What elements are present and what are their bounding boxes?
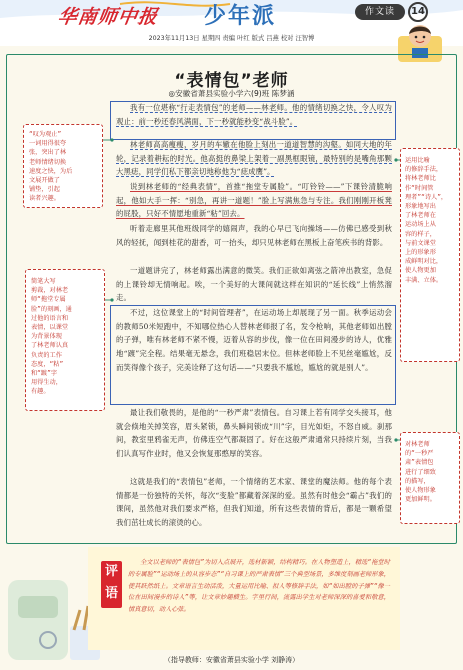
article-byline: ◎安徽省萧县实验小学六(9)班 陈梦涵 — [168, 89, 295, 98]
paper-name: 华南师中报 — [56, 6, 160, 28]
paragraph-1: 我有一位堪称“行走表情包”的老师——林老师。他的情绪切换之快，令人叹为观止：前一秒还春风满面，下一秒就能秒变“战斗脸”。 — [116, 103, 392, 126]
teacher-comment-text: 全文以老师的“表情包”为切入点展开，选材新颖，结构精巧。在人物塑造上，精选“拖堂时的专属脸”“运动场上的从容步态”“自习课上的严肃表情”三个典型场景，多维度刻画老师形象，使其跃然纸上。文章语言生动活泼，大量运用比喻、拟人等修辞手法，如“如出膛的子弹”“像一位在田间漫步的诗人”等，让文章妙趣横生。字里行间，流露出学生对老师深深的喜爱和敬意，情真意切，动人心弦。 — [128, 559, 390, 614]
side-note-4: 对林老师 的“一秒严 肃”表情包 进行了细致 的描写， 使人物形象 更加鲜明。 — [405, 441, 436, 504]
page-number: 14 — [408, 2, 428, 22]
advisor-credit: （指导教师：安徽省萧县实验小学 刘静涛） — [163, 656, 300, 664]
comment-badge — [101, 561, 122, 608]
section-tag: 少年派 — [204, 4, 277, 29]
paragraph-2: 林老师高高瘦瘦，岁月的车辙在他脸上刻出一道道智慧的沟壑。如同大地的年轮，记录着耕耘的时光。他高挺的鼻梁上架着一副黑框眼镜，最特别的是嘴角那颗大黑痣，同学们私下都亲切地称他为“痣成鹰”。 — [116, 140, 392, 177]
issue-meta-line: 2023年11月13日 星期四 责编 叶红 版式 吕燕 校对 汪智博 — [148, 35, 315, 42]
comment-badge-char-1: 评 — [104, 564, 118, 579]
paragraph-4: 听着走廊里其他班级同学的嬉闹声，我的心早已飞向操场——仿佛已感受到秋风的轻抚，闻到桂花的甜香，可一抬头，却只见林老师在黑板上奋笔疾书的背影。 — [116, 224, 392, 247]
paragraph-7: 最让我们敬畏的，是他的“一秒严肃”表情包。自习课上若有同学交头接耳，他就会倏地关掉笑容，眉头紧锁，鼻头瞬间锁成“川”字，目光如炬，不怒自威。刹那间，教室里鸦雀无声，仿佛连空气都凝固了。好在这般严肃通常只持续片刻，当我们认真写作业时，他又会恢复那憨厚的笑容。 — [116, 408, 392, 459]
comment-badge-char-2: 语 — [104, 586, 118, 601]
paragraph-6: 不过，这位课堂上的“时间管理者”，在运动场上却展现了另一面。秋季运动会的教师50米短跑中，不知哪位热心人替林老师报了名，发令枪响，其他老师如出膛的子弹，唯有林老师不紧不慢，迈着从容的步伐，像一位在田间漫步的诗人，优雅地“踱”完全程。结果毫无悬念，我们班稳居末位。但林老师脸上不见丝毫尴尬，反而笑得像个孩子，完美诠释了这句话——“只要我不尴尬，尴尬的就是别人”。 — [116, 308, 392, 372]
side-note-2: 简笔大写 剪裁，对林老 师“拖堂专属 脸”的刻画，通 过他的语言和 表情，以课堂 为背景体现 了林老师认真 负责的工作 态度，“粘” 和“踱”字 用得生动， 有趣。 — [31, 278, 72, 396]
paragraph-8: 这就是我们的“表情包”老师，一个情绪的艺术家、课堂的魔法师。他的每个表情都是一份独特的关怀，每次“变脸”都藏着深深的爱。虽然有时他会“霸占”我们的课间，虽然他对我们要求严格，但我们知道，所有这些表情的背后，都是一颗希望我们茁壮成长的滚烫的心。 — [116, 477, 392, 528]
paragraph-3: 说到林老师的“经典表情”，首推“拖堂专属脸”。“叮铃铃——”下课铃清脆响起，他如大手一挥：“别急，再讲一道题！”脸上写满焦急与专注。我们刚刚开板凳的屁股，只好不情愿地重新“粘”回去。 — [116, 182, 392, 219]
side-note-3: 运用比喻 的修辞手法， 将林老师比 作“时间管 理者”“诗人”， 形象地写出 了林老师在 运动场上从 容的样子， 与前文课堂 上的形象形 成鲜明对比， 使人物更加 丰满、立体。 — [405, 157, 448, 284]
column-badge: 作文读 — [355, 4, 405, 20]
paragraph-5: 一道题讲完了，林老师露出满意的微笑。我们正欲如离弦之箭冲出教室，急促的上课铃却无情响起。唉，一个美好的大课间就这样在知识的“延长线”上悄然溜走。 — [116, 266, 392, 303]
side-note-1: “叹为观止” 一词用得很夸 张，突出了林 老师情绪切换 速度之快，为后 文展开做了 铺垫，引起 读者兴趣。 — [29, 131, 73, 203]
article-title: “表情包”老师 — [174, 71, 289, 91]
